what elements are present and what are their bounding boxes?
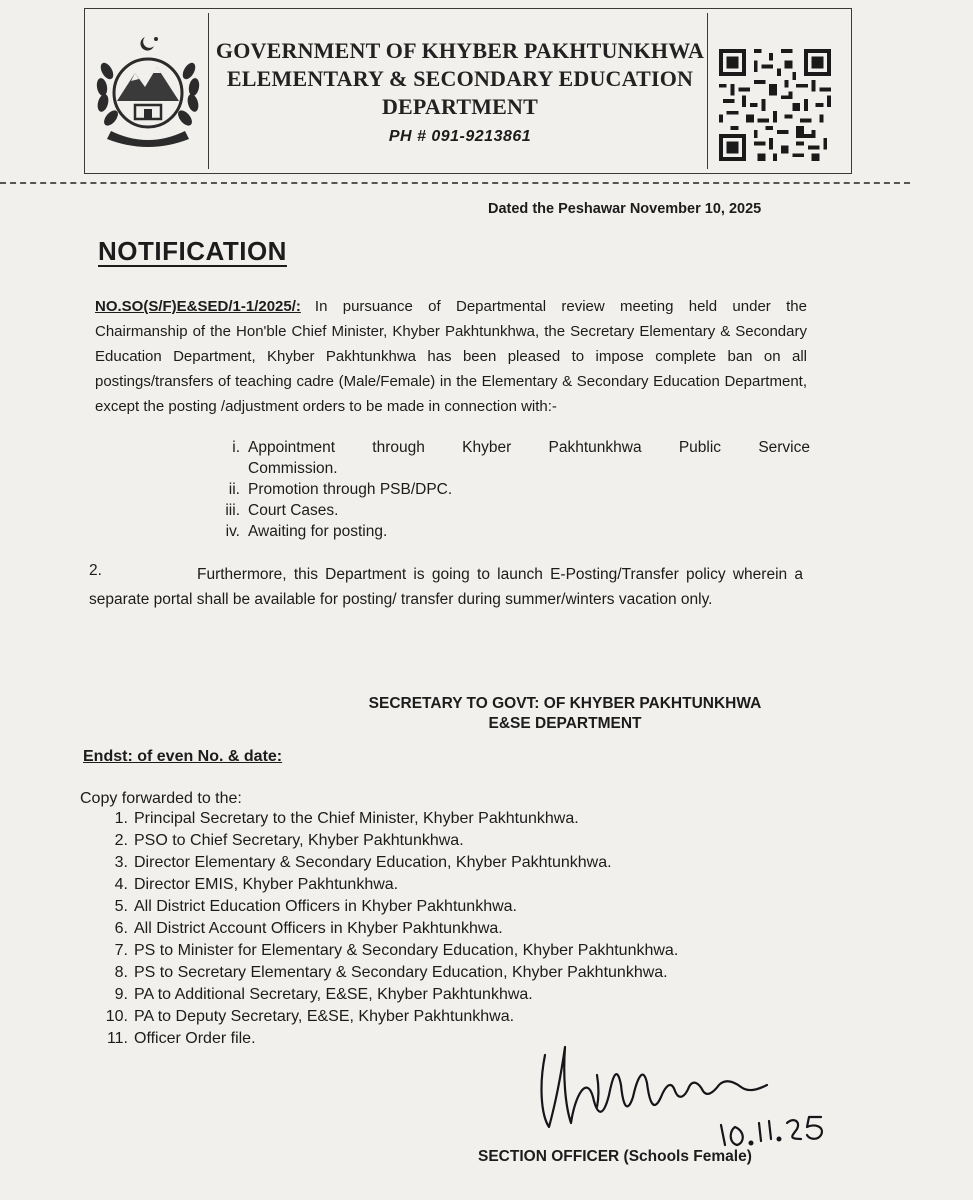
list-item-text: PSO to Chief Secretary, Khyber Pakhtunkhwa. [134,832,464,849]
list-item-number: 7. [114,942,128,959]
list-item [100,940,800,962]
qr-code-icon [719,49,831,161]
list-item-number: 4. [114,876,128,893]
list-item-text-continued: Commission. [248,460,338,477]
list-item-text: Director EMIS, Khyber Pakhtunkhwa. [134,876,399,893]
list-item-text: Court Cases. [248,502,339,519]
government-emblem-icon [93,31,203,149]
letterhead-divider [707,13,708,169]
notification-body: In pursuance of Departmental review meeting held under the Chairmanship of the Hon'ble Chief Minister, Khyber Pakhtunkhwa, the Secretary Elementary & Secondary Education Department, Khyber Pakhtunkhwa has been pleased to impose complete ban on all postings/transfers of teaching cadre (Male/Female) in the Elementary & Secondary Education Department, except the posting /adjustment orders to be made in connection with:- [95,298,807,415]
list-item-text: All District Education Officers in Khyber Pakhtunkhwa. [134,898,517,915]
list-item-number: 1. [114,810,128,827]
secretary-designation [325,694,805,734]
list-item-number: ii. [228,481,240,498]
list-item-text: PA to Deputy Secretary, E&SE, Khyber Pakhtunkhwa. [134,1008,515,1025]
list-item [210,500,810,521]
exception-list [210,437,810,542]
notification-paragraph [95,294,807,419]
list-item-text: PA to Additional Secretary, E&SE, Khyber Pakhtunkhwa. [134,986,533,1003]
list-item-number: 10. [105,1008,128,1025]
list-item [210,521,810,542]
copy-forwarded-intro: Copy forwarded to the: [80,790,242,807]
list-item [210,437,810,479]
letterhead [84,8,852,174]
endorsement-heading: Endst: of even No. & date: [83,748,283,765]
letterhead-line-3: DEPARTMENT [381,94,539,119]
list-item [100,852,800,874]
list-item [100,808,800,830]
list-item [100,830,800,852]
document-date: Dated the Peshawar November 10, 2025 [488,201,762,217]
list-item-number: 2. [114,832,128,849]
list-item-text: All District Account Officers in Khyber Pakhtunkhwa. [134,920,503,937]
list-item-number: 8. [114,964,128,981]
notification-heading: NOTIFICATION [98,236,287,266]
list-item-text: Promotion through PSB/DPC. [248,481,453,498]
list-item-number: i. [232,439,240,456]
list-item-text: Officer Order file. [134,1030,256,1047]
letterhead-line-2: ELEMENTARY & SECONDARY EDUCATION [226,66,694,91]
list-item [100,962,800,984]
list-item-text: PS to Minister for Elementary & Secondary Education, Khyber Pakhtunkhwa. [134,942,679,959]
letterhead-title [215,37,705,149]
handwritten-signature-icon [535,1035,835,1150]
list-item-number: 9. [114,986,128,1003]
secretary-line-2: E&SE DEPARTMENT [488,715,642,732]
paragraph-2-number: 2. [89,562,102,579]
list-item [100,984,800,1006]
secretary-line-1: SECRETARY TO GOVT: OF KHYBER PAKHTUNKHWA [368,695,762,712]
letterhead-phone: PH # 091-9213861 [388,128,532,145]
list-item [100,1006,800,1028]
copy-forwarded-list [100,808,800,1050]
list-item-number: 5. [114,898,128,915]
list-item-text-block [248,437,810,479]
paragraph-2-text: Furthermore, this Department is going to launch E-Posting/Transfer policy wherein a separate portal shall be available for posting/ transfer during summer/winters vacation only. [89,566,803,608]
reference-number: NO.SO(S/F)E&SED/1-1/2025/: [95,298,301,315]
list-item [100,918,800,940]
list-item-number: 3. [114,854,128,871]
list-item-number: 11. [106,1030,128,1047]
list-item [210,479,810,500]
list-item-number: iii. [225,502,240,519]
section-officer-designation: SECTION OFFICER (Schools Female) [478,1148,752,1165]
list-item-text: PS to Secretary Elementary & Secondary Education, Khyber Pakhtunkhwa. [134,964,668,981]
list-item [100,874,800,896]
list-item-text: Appointment through Khyber Pakhtunkhwa Public Service [248,439,810,456]
list-item-number: 6. [114,920,128,937]
header-separator [0,182,910,184]
letterhead-divider [208,13,209,169]
list-item-text: Awaiting for posting. [248,523,388,540]
letterhead-line-1: GOVERNMENT OF KHYBER PAKHTUNKHWA [215,38,705,63]
list-item-text: Principal Secretary to the Chief Minister, Khyber Pakhtunkhwa. [134,810,579,827]
list-item [100,896,800,918]
list-item-number: iv. [225,523,240,540]
list-item-text: Director Elementary & Secondary Education, Khyber Pakhtunkhwa. [134,854,612,871]
